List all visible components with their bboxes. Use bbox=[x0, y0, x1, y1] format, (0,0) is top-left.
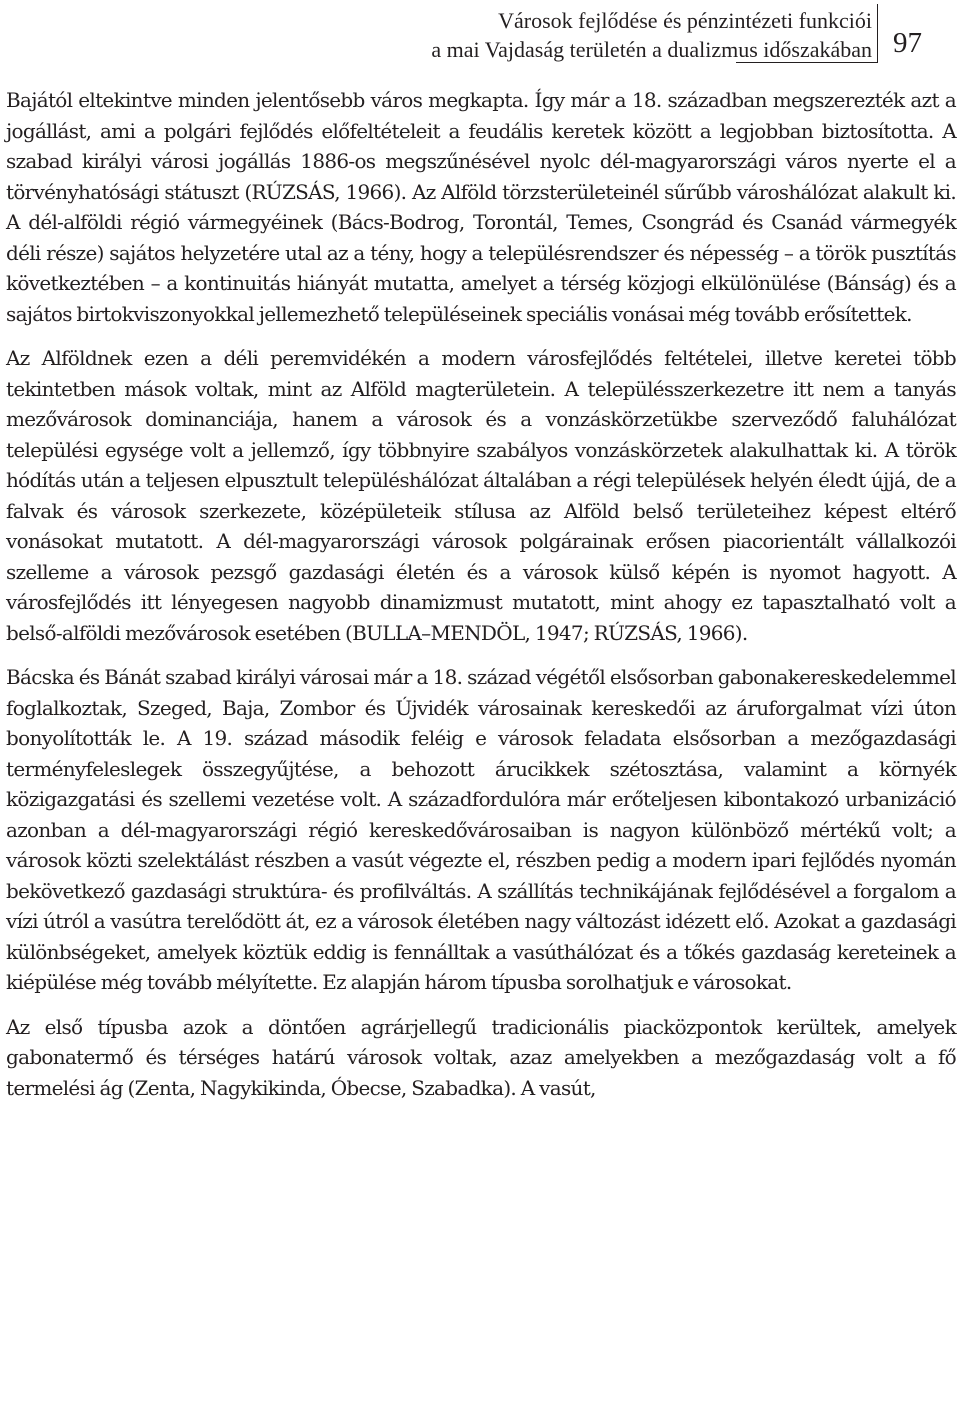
header-rule bbox=[736, 62, 878, 63]
paragraph-2: Az Alföldnek ezen a déli peremvidékén a modern városfejlődés feltételei, illetve keretei több tekintetben mások voltak, mint az Alföld magterületein. A településszerkezetre itt nem a tanyás mezővárosok dominanciája, hanem a városok és a vonzáskörzetükbe szerveződő faluhálózat települési egysége volt a jellemző, így többnyire szabályos vonzáskörzetek alakulhattak ki. A török hódítás után a teljesen elpusztult településhálózat általában a régi települések helyén éledt újjá, de a falvak és városok szerkezete, középületeik stílusa az Alföld belső területeihez képest eltérő vonásokat mutatott. A dél-magyarországi városok polgárainak erősen piacorientált vállalkozói szelleme a városok pezsgő gazdasági életén és a városok külső képén is nyomot hagyott. A városfejlődés itt lényegesen nagyobb dinamizmust mutatott, mint ahogy ez tapasztalható volt a belső-alföldi mezővárosok esetében (BULLA–MENDÖL, 1947; RÚZSÁS, 1966). bbox=[6, 346, 956, 645]
running-header-title bbox=[431, 6, 872, 64]
header-vertical-rule bbox=[877, 4, 878, 63]
body-text bbox=[6, 85, 956, 1117]
running-header-title-line-2: a mai Vajdaság területén a dualizmus időszakában bbox=[431, 37, 872, 62]
paragraph-1: Bajától eltekintve minden jelentősebb város megkapta. Így már a 18. században megszerezték azt a jogállást, ami a polgári fejlődés előfeltételeit a feudális keretek között a legjobban biztosította. A szabad királyi városi jogállás 1886-os megszűnésével nyolc dél-magyarországi város nyerte el a törvényhatósági státuszt (RÚZSÁS, 1966). Az Alföld törzsterületeinél sűrűbb városhálózat alakult ki. A dél-alföldi régió vármegyéinek (Bács-Bodrog, Torontál, Temes, Csongrád és Csanád vármegyék déli része) sajátos helyzetére utal az a tény, hogy a településrendszer és népesség – a török pusztítás következtében – a kontinuitás hiányát mutatta, amelyet a térség közjogi elkülönülése (Bánság) és a sajátos birtokviszonyokkal jellemezhető településeinek speciális vonásai még tovább erősítettek. bbox=[6, 88, 956, 326]
paragraph-3: Bácska és Bánát szabad királyi városai már a 18. század végétől elsősorban gabonakereskedelemmel foglalkoztak, Szeged, Baja, Zombor és Újvidék városainak kereskedői az áruforgalmat vízi úton bonyolították le. A 19. század második feléig e városok feladata elsősorban a mezőgazdasági terményfeleslegek összegyűjtése, a behozott árucikkek szétosztása, valamint a környék közigazgatási és szellemi vezetése volt. A századfordulóra már erőteljesen kibontakozó urbanizáció azonban a dél-magyarországi régió kereskedővárosaiban is nagyon különböző mértékű volt; a városok közti szelektálást részben a vasút végezte el, részben pedig a modern ipari fejlődés nyomán bekövetkező gazdasági struktúra- és profilváltás. A szállítás technikájának fejlődésével a forgalom a vízi útról a vasútra terelődött át, ez a városok életében nagy változást idézett elő. Azokat a gazdasági különbségeket, amelyek köztük eddig is fennálltak a vasúthálózat és a tőkés gazdaság kereteinek a kiépülése még tovább mélyítette. Ez alapján három típusba sorolhatjuk e városokat. bbox=[6, 665, 956, 994]
paragraph-4: Az első típusba azok a döntően agrárjellegű tradicionális piacközpontok kerültek, amelyek gabonatermő és térséges határú városok voltak, azaz amelyekben a mezőgazdaság volt a fő termelési ág (Zenta, Nagykikinda, Óbecse, Szabadka). A vasút, bbox=[6, 1014, 956, 1100]
running-header bbox=[0, 4, 960, 64]
running-header-title-line-1: Városok fejlődése és pénzintézeti funkciói bbox=[498, 8, 872, 33]
page-number: 97 bbox=[893, 27, 922, 59]
